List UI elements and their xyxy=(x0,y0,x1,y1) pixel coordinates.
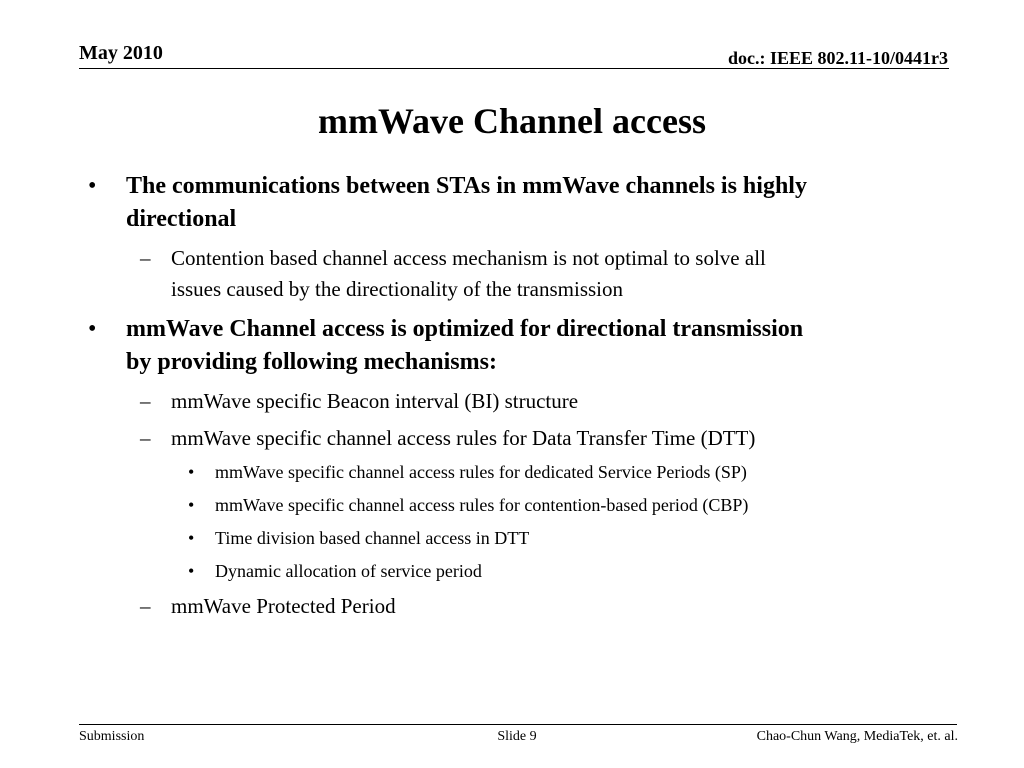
bullet-marker: • xyxy=(188,561,195,581)
header-doc-id: doc.: IEEE 802.11-10/0441r3 xyxy=(727,48,948,68)
bullet-text-line: issues caused by the directionality of the transmission xyxy=(171,277,623,301)
bullet-item xyxy=(126,170,956,236)
dash-marker: – xyxy=(140,426,151,450)
sub-sub-bullet-item: mmWave specific channel access rules for dedicated Service Periods (SP) xyxy=(215,462,747,482)
sub-sub-bullet-item: Time division based channel access in DTT xyxy=(215,528,530,548)
bullet-text-line: Contention based channel access mechanism is not optimal to solve all xyxy=(171,246,766,270)
bullet-marker: • xyxy=(88,316,97,342)
sub-bullet-item xyxy=(171,243,951,305)
footer-authors: Chao-Chun Wang, MediaTek, et. al. xyxy=(756,729,958,744)
bullet-text-line: by providing following mechanisms: xyxy=(126,349,497,375)
bullet-marker: • xyxy=(88,173,97,199)
slide-title: mmWave Channel access xyxy=(318,101,706,141)
footer-submission: Submission xyxy=(79,729,145,744)
bullet-text-line: directional xyxy=(126,206,237,232)
bullet-item xyxy=(126,313,956,379)
bullet-marker: • xyxy=(188,462,195,482)
sub-sub-bullet-item: Dynamic allocation of service period xyxy=(215,561,482,581)
bullet-text-line: The communications between STAs in mmWave channels is highly xyxy=(126,173,807,199)
dash-marker: – xyxy=(140,594,151,618)
sub-bullet-item: mmWave specific Beacon interval (BI) structure xyxy=(171,389,579,413)
bullet-marker: • xyxy=(188,528,195,548)
dash-marker: – xyxy=(140,246,151,270)
header-date: May 2010 xyxy=(79,42,163,64)
bullet-marker: • xyxy=(188,495,195,515)
footer-divider xyxy=(79,724,957,725)
sub-bullet-item: mmWave Protected Period xyxy=(171,594,396,618)
bullet-text-line: mmWave Channel access is optimized for directional transmission xyxy=(126,316,804,342)
sub-bullet-item: mmWave specific channel access rules for Data Transfer Time (DTT) xyxy=(171,426,756,450)
footer-slide-number: Slide 9 xyxy=(497,729,537,744)
sub-sub-bullet-item: mmWave specific channel access rules for contention-based period (CBP) xyxy=(215,495,749,515)
dash-marker: – xyxy=(140,389,151,413)
